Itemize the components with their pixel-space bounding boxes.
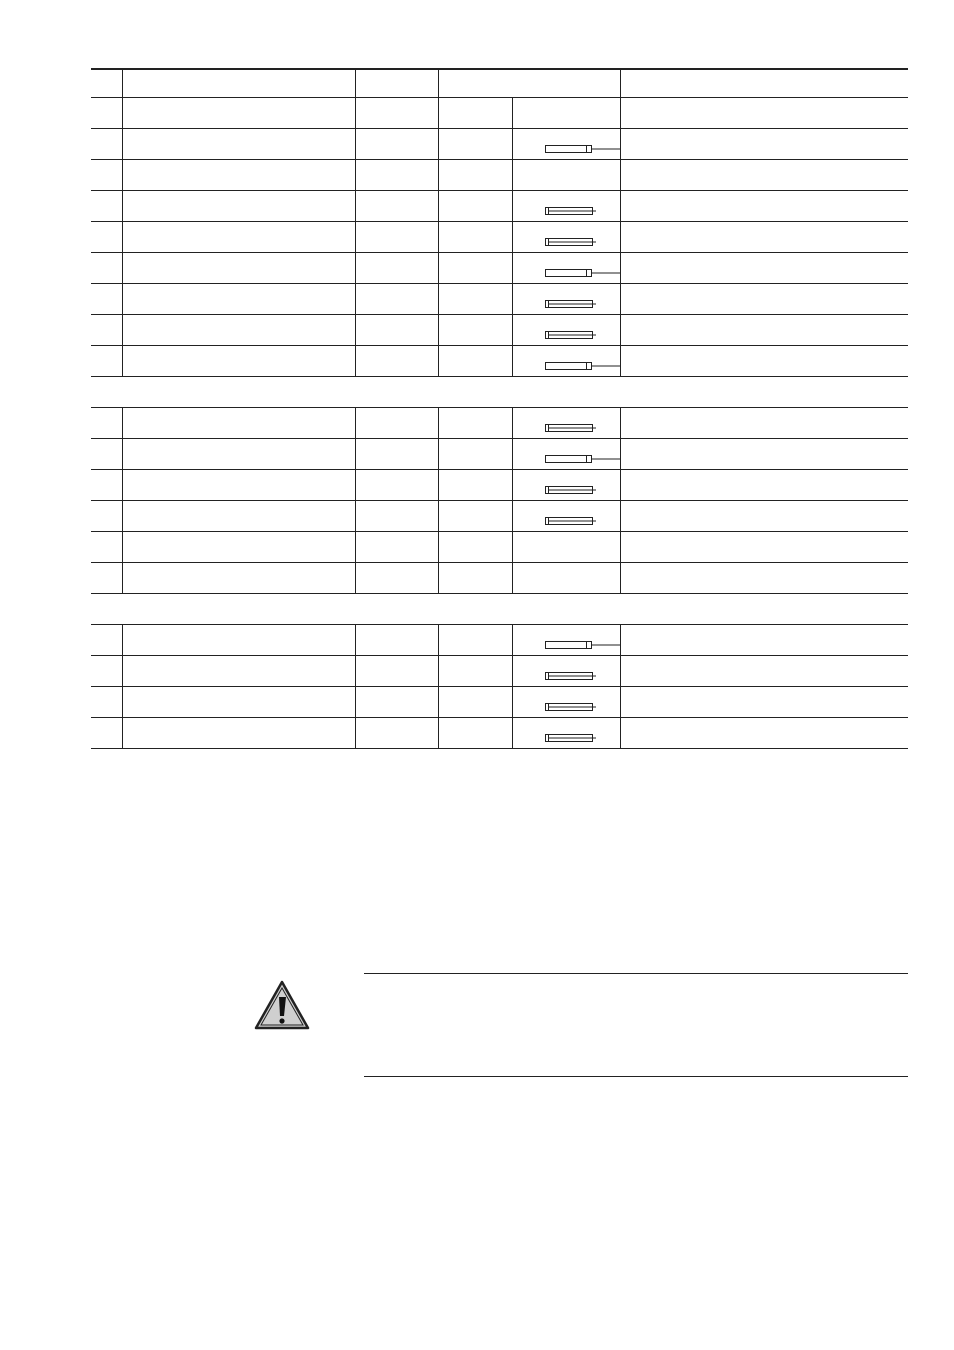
group-end-rule-0 [91,376,908,377]
col-divider-1-2-3 [512,469,513,500]
col-divider-1-2-2 [438,469,439,500]
row-rule-1-0 [91,407,908,408]
cylinder-double-acting-icon [542,421,622,435]
subheader-col-divider-1 [355,97,356,128]
row-rule-2-0 [91,624,908,625]
col-divider-0-1-0 [122,159,123,190]
col-divider-0-3-3 [512,221,513,252]
warning-triangle-icon [254,980,310,1030]
row-rule-0-5 [91,283,908,284]
col-divider-2-2-1 [355,686,356,717]
col-divider-1-2-1 [355,469,356,500]
col-divider-1-1-2 [438,438,439,469]
col-divider-0-7-1 [355,345,356,376]
col-divider-2-0-1 [355,624,356,655]
subheader-col-divider-4 [620,97,621,128]
row-rule-0-4 [91,252,908,253]
row-rule-2-1 [91,655,908,656]
col-divider-0-5-3 [512,283,513,314]
cylinder-single-acting-icon [542,266,622,280]
col-divider-0-6-1 [355,314,356,345]
col-divider-1-1-1 [355,438,356,469]
col-divider-2-2-0 [122,686,123,717]
col-divider-0-2-3 [512,190,513,221]
row-rule-1-1 [91,438,908,439]
col-divider-0-3-2 [438,221,439,252]
cylinder-double-acting-icon [542,514,622,528]
col-divider-0-2-2 [438,190,439,221]
col-divider-0-3-0 [122,221,123,252]
col-divider-2-1-3 [512,655,513,686]
col-divider-1-2-0 [122,469,123,500]
col-divider-1-4-3 [512,531,513,562]
header-col-divider-0 [122,68,123,97]
col-divider-0-0-2 [438,128,439,159]
cylinder-double-acting-icon [542,731,622,745]
col-divider-2-1-1 [355,655,356,686]
row-rule-0-1 [91,159,908,160]
col-divider-0-0-3 [512,128,513,159]
col-divider-1-5-1 [355,562,356,593]
col-divider-0-6-2 [438,314,439,345]
row-rule-0-7 [91,345,908,346]
row-rule-1-2 [91,469,908,470]
col-divider-0-0-0 [122,128,123,159]
col-divider-1-5-0 [122,562,123,593]
col-divider-1-0-0 [122,407,123,438]
col-divider-0-7-0 [122,345,123,376]
col-divider-2-1-0 [122,655,123,686]
col-divider-1-3-1 [355,500,356,531]
col-divider-0-4-2 [438,252,439,283]
warning-bottom-rule [364,1076,908,1077]
warning-top-rule [364,973,908,974]
col-divider-0-5-0 [122,283,123,314]
col-divider-2-3-0 [122,717,123,748]
col-divider-2-3-1 [355,717,356,748]
col-divider-2-0-2 [438,624,439,655]
col-divider-0-7-2 [438,345,439,376]
row-rule-0-6 [91,314,908,315]
group-end-rule-1 [91,593,908,594]
col-divider-2-0-0 [122,624,123,655]
cylinder-single-acting-icon [542,359,622,373]
header-col-divider-3 [620,68,621,97]
col-divider-0-2-0 [122,190,123,221]
col-divider-0-0-1 [355,128,356,159]
subheader-col-divider-0 [122,97,123,128]
row-rule-1-3 [91,500,908,501]
cylinder-double-acting-icon [542,328,622,342]
cylinder-double-acting-icon [542,204,622,218]
col-divider-0-2-1 [355,190,356,221]
col-divider-0-4-0 [122,252,123,283]
col-divider-2-2-3 [512,686,513,717]
col-divider-0-5-2 [438,283,439,314]
table-top-rule [91,68,908,70]
subheader-col-divider-2 [438,97,439,128]
cylinder-double-acting-icon [542,669,622,683]
col-divider-1-4-0 [122,531,123,562]
col-divider-1-5-3 [512,562,513,593]
row-rule-1-4 [91,531,908,532]
col-divider-1-3-3 [512,500,513,531]
col-divider-0-1-2 [438,159,439,190]
cylinder-double-acting-icon [542,700,622,714]
subheader-col-divider-3 [512,97,513,128]
col-divider-1-3-0 [122,500,123,531]
group-end-rule-2 [91,748,908,749]
header-col-divider-1 [355,68,356,97]
col-divider-1-3-2 [438,500,439,531]
col-divider-2-3-2 [438,717,439,748]
col-divider-2-3-3 [512,717,513,748]
col-divider-0-1-3 [512,159,513,190]
row-rule-2-2 [91,686,908,687]
row-rule-1-5 [91,562,908,563]
col-divider-1-4-1 [355,531,356,562]
cylinder-double-acting-icon [542,297,622,311]
col-divider-0-1-1 [355,159,356,190]
col-divider-0-1-4 [620,159,621,190]
col-divider-1-0-3 [512,407,513,438]
col-divider-0-6-0 [122,314,123,345]
col-divider-2-0-3 [512,624,513,655]
col-divider-2-1-2 [438,655,439,686]
col-divider-0-7-3 [512,345,513,376]
col-divider-0-4-3 [512,252,513,283]
col-divider-1-0-2 [438,407,439,438]
header-row-divider [91,97,908,98]
col-divider-1-0-1 [355,407,356,438]
col-divider-1-4-4 [620,531,621,562]
cylinder-single-acting-icon [542,142,622,156]
cylinder-double-acting-icon [542,235,622,249]
cylinder-single-acting-icon [542,638,622,652]
col-divider-1-4-2 [438,531,439,562]
col-divider-0-5-1 [355,283,356,314]
col-divider-1-5-2 [438,562,439,593]
cylinder-single-acting-icon [542,452,622,466]
header-col-divider-2 [438,68,439,97]
row-rule-2-3 [91,717,908,718]
col-divider-1-1-0 [122,438,123,469]
row-rule-0-3 [91,221,908,222]
row-rule-0-0 [91,128,908,129]
col-divider-0-3-1 [355,221,356,252]
col-divider-2-2-2 [438,686,439,717]
col-divider-0-6-3 [512,314,513,345]
cylinder-double-acting-icon [542,483,622,497]
col-divider-0-4-1 [355,252,356,283]
row-rule-0-2 [91,190,908,191]
col-divider-1-1-3 [512,438,513,469]
col-divider-1-5-4 [620,562,621,593]
